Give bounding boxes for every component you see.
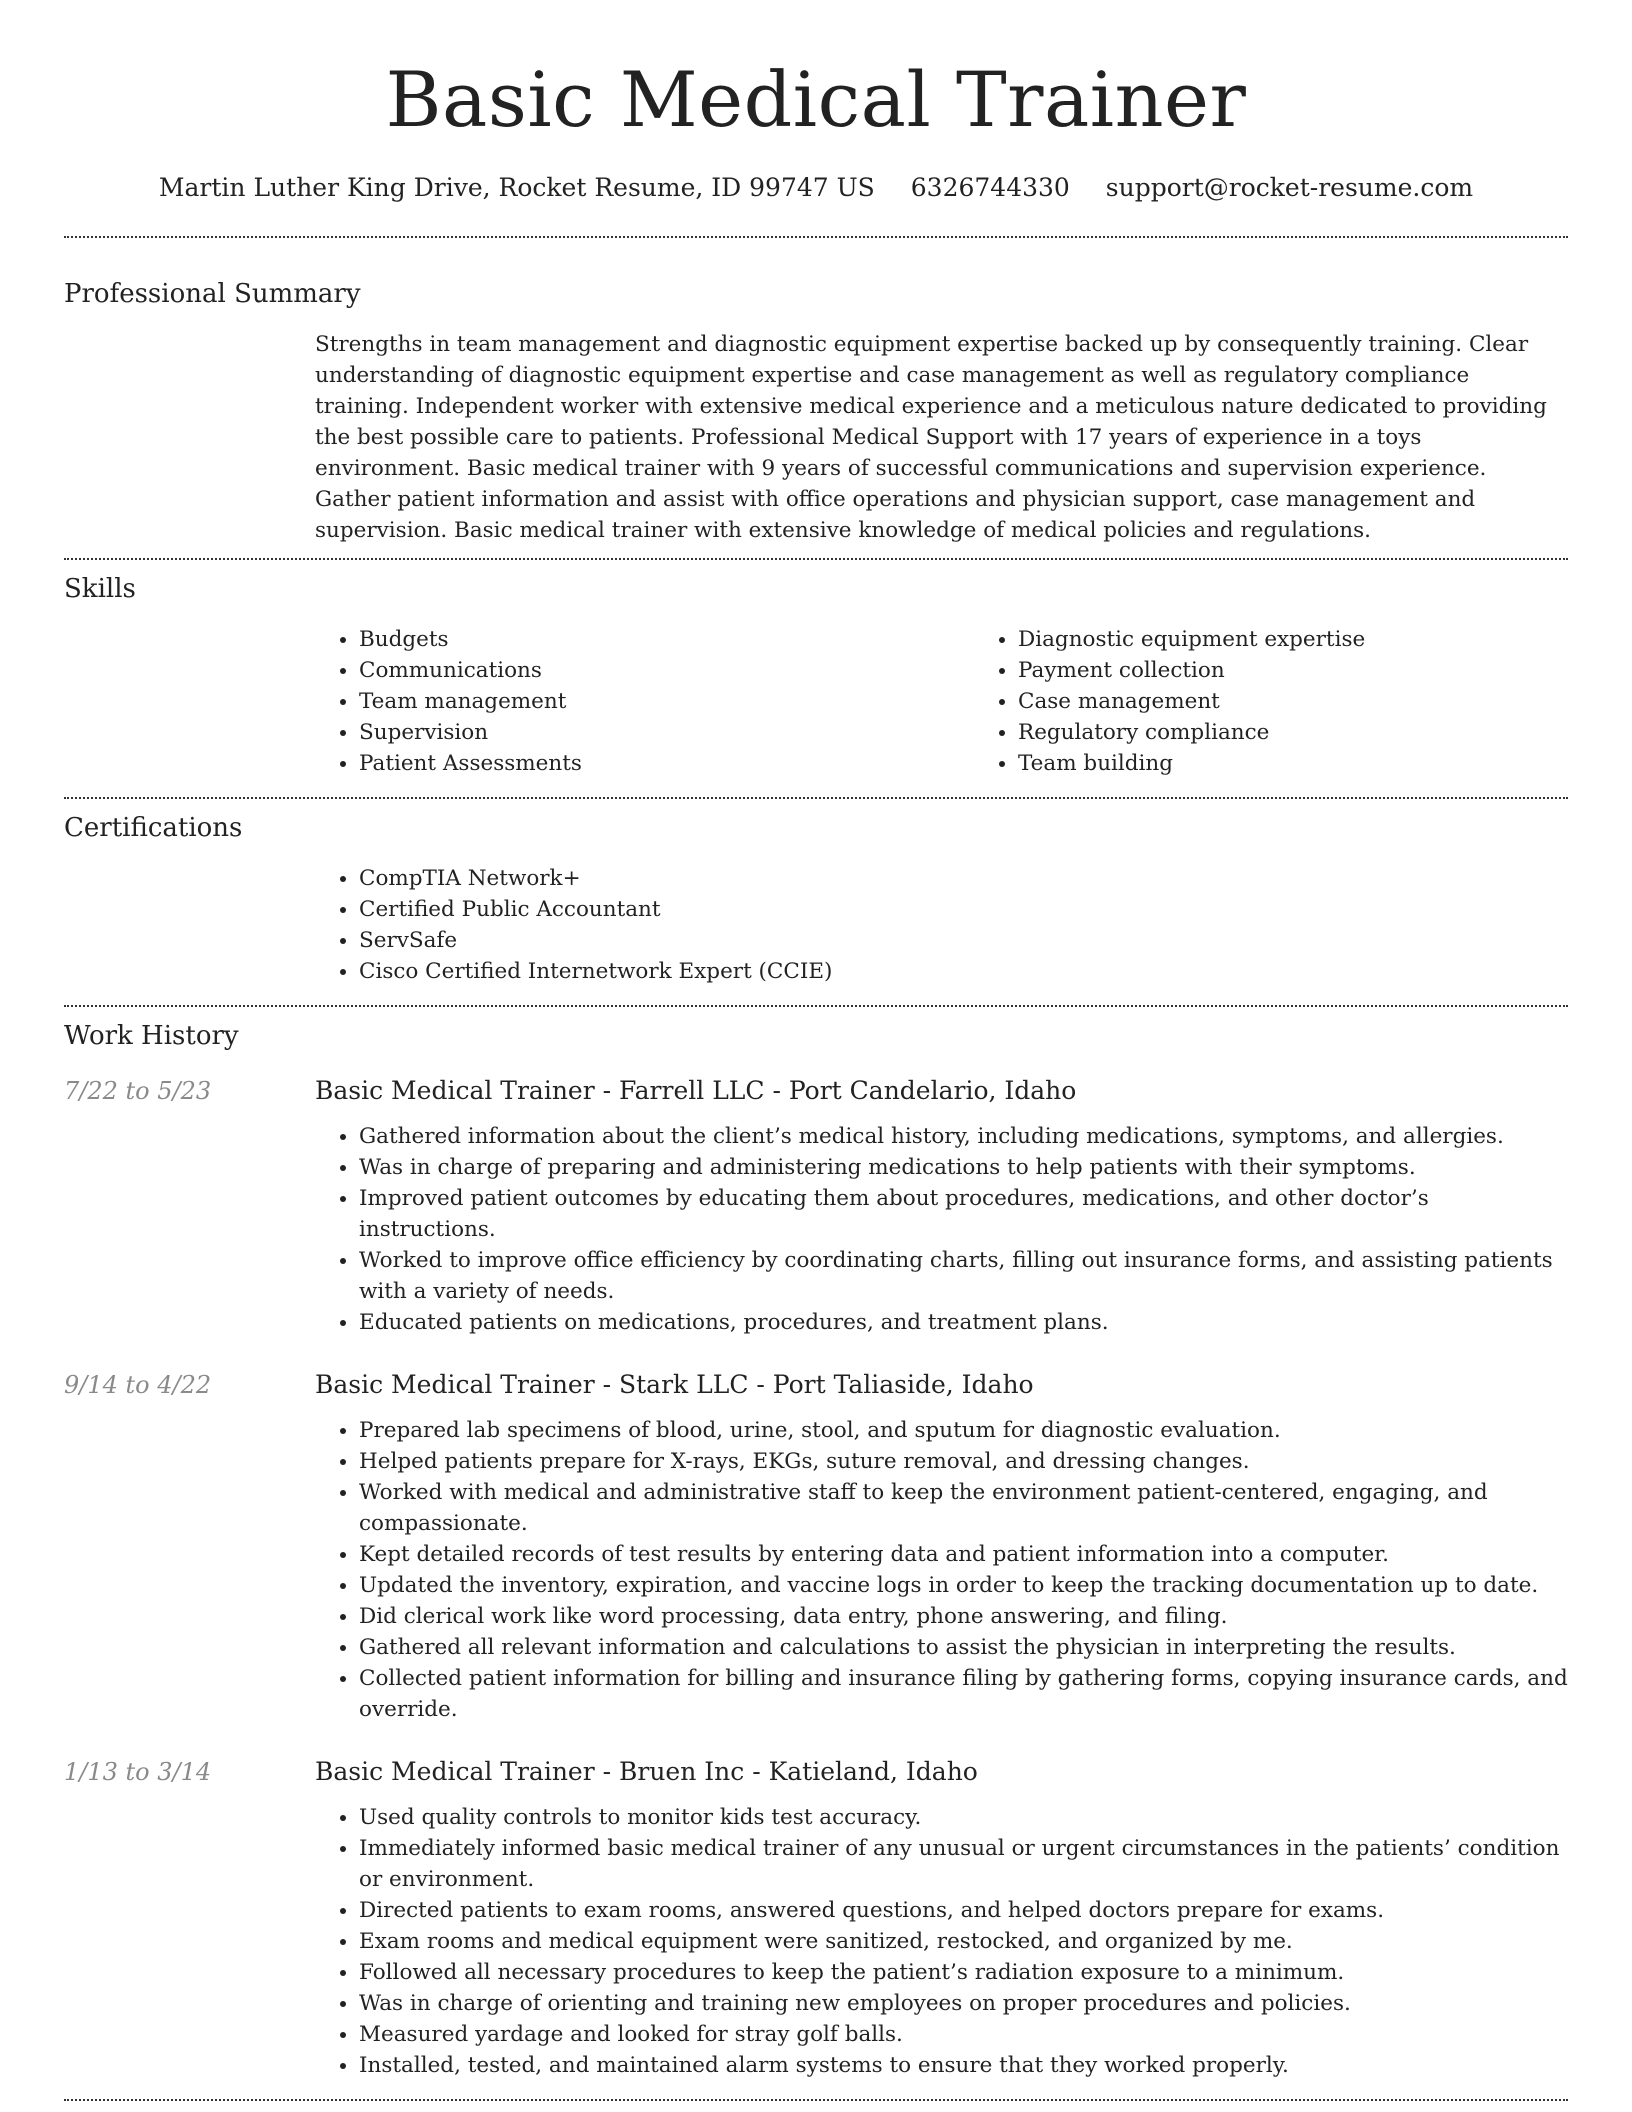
skills-columns [315,624,1568,779]
job-bullet: • Improved patient outcomes by educating them about procedures, medications, and other doctor’s instructions. [359,1183,1568,1245]
job-bullets [315,1415,1568,1725]
job-details [315,1121,1568,1338]
skill-item: • Patient Assessments [359,748,974,779]
job-bullet: • Measured yardage and looked for stray golf balls. [359,2019,1568,2050]
skill-item: • Budgets [359,624,974,655]
divider [64,2099,1568,2101]
job-bullet: • Gathered information about the client’s medical history, including medications, symptoms, and allergies. [359,1121,1568,1152]
work-section [64,1007,1568,2099]
contact-phone: 6326744330 [910,173,1070,202]
certification-item: • Certified Public Accountant [359,894,1568,925]
job-bullet: • Updated the inventory, expiration, and vaccine logs in order to keep the tracking documentation up to date. [359,1570,1568,1601]
job-bullet: • Was in charge of orienting and training new employees on proper procedures and policies. [359,1988,1568,2019]
job-bullet: • Helped patients prepare for X-rays, EKGs, suture removal, and dressing changes. [359,1446,1568,1477]
skill-item: • Communications [359,655,974,686]
job-title: Basic Medical Trainer - Bruen Inc - Katieland, Idaho [315,1757,978,1786]
job-bullet: • Followed all necessary procedures to keep the patient’s radiation exposure to a minimum. [359,1957,1568,1988]
skills-list-right [974,624,1632,779]
job-header [64,1755,1568,1789]
job-bullet: • Collected patient information for billing and insurance filing by gathering forms, copying insurance cards, and override. [359,1663,1568,1725]
certifications-section [64,799,1568,1005]
work-title: Work History [64,1021,239,1051]
skill-item: • Supervision [359,717,974,748]
job-title: Basic Medical Trainer - Farrell LLC - Port Candelario, Idaho [315,1076,1077,1105]
job-header [64,1368,1568,1402]
skills-title: Skills [64,574,136,604]
job-details [315,1802,1568,2081]
job-details [315,1415,1568,1725]
job-bullet: • Kept detailed records of test results by entering data and patient information into a computer. [359,1539,1568,1570]
job-dates: 1/13 to 3/14 [64,1758,212,1786]
summary-text: Strengths in team management and diagnostic equipment expertise backed up by consequently training. Clear understanding of diagnostic equipment expertise and case management as well as regulatory compliance training. Independent worker with extensive medical experience and a meticulous nature dedicated to providing the best possible care to patients. Professional Medical Support with 17 years of experience in a toys environment. Basic medical trainer with 9 years of successful communications and supervision experience. Gather patient information and assist with office operations and physician support, case management and supervision. Basic medical trainer with extensive knowledge of medical policies and regulations. [315,332,1547,543]
summary-section [64,238,1568,558]
summary-title: Professional Summary [64,279,361,309]
skills-section [64,560,1568,797]
job-bullet: • Did clerical work like word processing, data entry, phone answering, and filing. [359,1601,1568,1632]
contact-line [64,170,1568,206]
job-bullet: • Educated patients on medications, procedures, and treatment plans. [359,1307,1568,1338]
job-entry [64,1074,1568,1338]
job-bullet: • Used quality controls to monitor kids test accuracy. [359,1802,1568,1833]
job-dates: 7/22 to 5/23 [64,1077,212,1105]
job-bullet: • Prepared lab specimens of blood, urine, stool, and sputum for diagnostic evaluation. [359,1415,1568,1446]
contact-address: Martin Luther King Drive, Rocket Resume, ID 99747 US [158,173,875,202]
job-title: Basic Medical Trainer - Stark LLC - Port Taliaside, Idaho [315,1370,1034,1399]
skill-item: • Team building [1018,748,1632,779]
skill-item: • Diagnostic equipment expertise [1018,624,1632,655]
skills-list-left [315,624,974,779]
skill-item: • Team management [359,686,974,717]
certification-item: • CompTIA Network+ [359,863,1568,894]
job-bullet: • Exam rooms and medical equipment were sanitized, restocked, and organized by me. [359,1926,1568,1957]
job-bullet: • Directed patients to exam rooms, answered questions, and helped doctors prepare for exams. [359,1895,1568,1926]
contact-email: support@rocket-resume.com [1105,173,1474,202]
resume-name: Basic Medical Trainer [385,55,1247,144]
job-entry [64,1755,1568,2081]
job-dates: 9/14 to 4/22 [64,1371,212,1399]
job-bullets [315,1121,1568,1338]
skill-item: • Payment collection [1018,655,1632,686]
job-bullet: • Immediately informed basic medical trainer of any unusual or urgent circumstances in the patients’ condition or environment. [359,1833,1568,1895]
certification-item: • ServSafe [359,925,1568,956]
job-entry [64,1368,1568,1725]
skill-item: • Case management [1018,686,1632,717]
certifications-title: Certifications [64,813,243,843]
job-bullet: • Gathered all relevant information and calculations to assist the physician in interpreting the results. [359,1632,1568,1663]
job-header [64,1074,1568,1108]
job-bullet: • Worked with medical and administrative staff to keep the environment patient-centered, engaging, and compassionate. [359,1477,1568,1539]
job-bullet: • Was in charge of preparing and administering medications to help patients with their symptoms. [359,1152,1568,1183]
job-bullet: • Worked to improve office efficiency by coordinating charts, filling out insurance forms, and assisting patients with a variety of needs. [359,1245,1568,1307]
skill-item: • Regulatory compliance [1018,717,1632,748]
summary-body [315,329,1568,546]
job-bullets [315,1802,1568,2081]
job-bullet: • Installed, tested, and maintained alarm systems to ensure that they worked properly. [359,2050,1568,2081]
certifications-list [315,863,1568,987]
certification-item: • Cisco Certified Internetwork Expert (CCIE) [359,956,1568,987]
certifications-body [315,863,1568,987]
